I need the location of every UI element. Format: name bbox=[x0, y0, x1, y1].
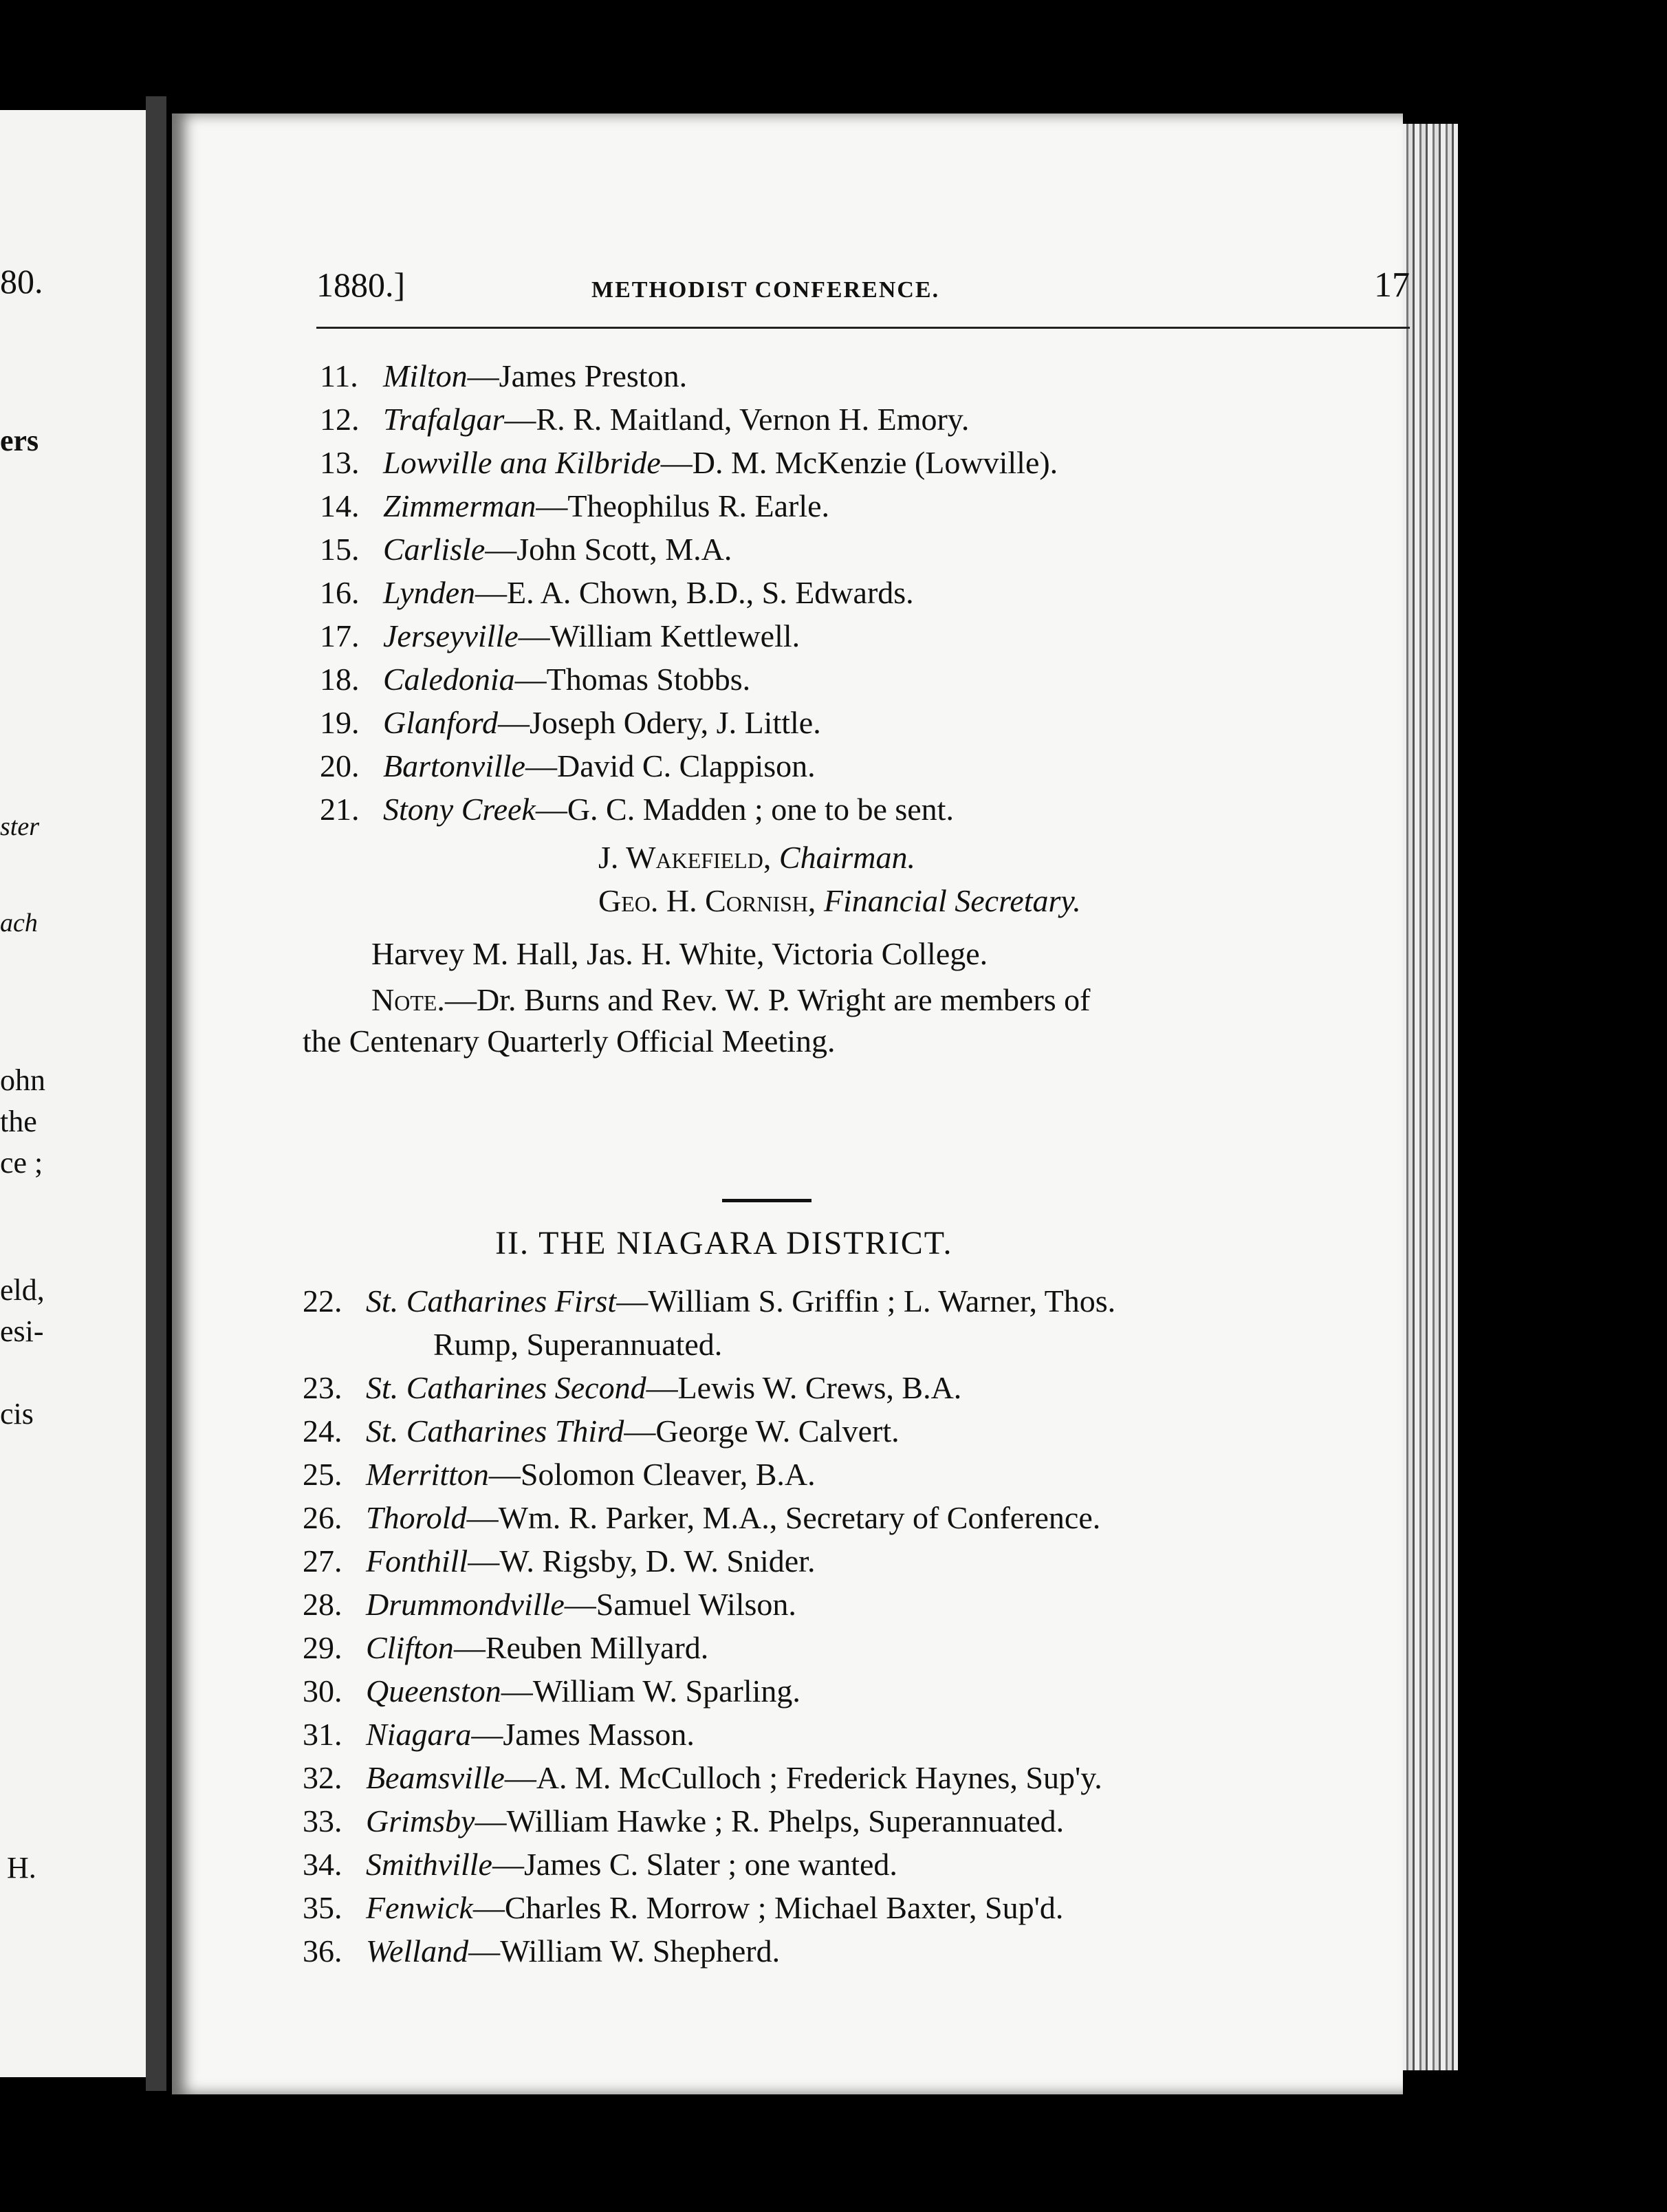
entry-continuation: Rump, Superannuated. bbox=[433, 1327, 723, 1362]
entry-number: 24. bbox=[303, 1413, 342, 1449]
circuit-entry bbox=[320, 618, 800, 654]
entry-number: 17. bbox=[320, 618, 360, 653]
circuit-name: Milton bbox=[383, 358, 468, 393]
circuit-name: Glanford bbox=[383, 705, 498, 740]
secretary-role: Financial Secretary. bbox=[823, 883, 1081, 918]
circuit-entry bbox=[320, 531, 732, 567]
circuit-entry bbox=[303, 1629, 708, 1666]
circuit-preachers: —D. M. McKenzie (Lowville). bbox=[660, 445, 1058, 480]
circuit-entry bbox=[303, 1889, 1063, 1926]
circuit-preachers: —William Kettlewell. bbox=[518, 618, 800, 653]
section-divider bbox=[722, 1199, 811, 1202]
entry-number: 27. bbox=[303, 1543, 342, 1579]
chairman-signature bbox=[598, 839, 915, 876]
chairman-name: J. Wakefield, bbox=[598, 840, 772, 875]
circuit-name: Bartonville bbox=[383, 748, 525, 783]
circuit-entry bbox=[320, 574, 914, 611]
circuit-name: Trafalgar bbox=[383, 402, 505, 437]
circuit-entry bbox=[320, 488, 829, 524]
circuit-entry bbox=[303, 1369, 961, 1406]
book-page bbox=[172, 113, 1410, 2094]
left-page-fragment: eld, bbox=[0, 1273, 45, 1307]
circuit-preachers: —G. C. Madden ; one to be sent. bbox=[535, 792, 954, 827]
book-gutter bbox=[146, 96, 166, 2091]
circuit-name: Thorold bbox=[366, 1500, 467, 1535]
circuit-name: Niagara bbox=[366, 1717, 472, 1752]
circuit-entry bbox=[320, 444, 1058, 481]
circuit-name: Jerseyville bbox=[383, 618, 519, 653]
circuit-preachers: —Joseph Odery, J. Little. bbox=[497, 705, 821, 740]
circuit-preachers: —James Preston. bbox=[467, 358, 688, 393]
circuit-name: Queenston bbox=[366, 1673, 501, 1709]
circuit-name: Lynden bbox=[383, 575, 476, 610]
entry-number: 32. bbox=[303, 1760, 342, 1795]
running-head bbox=[316, 265, 1410, 329]
entry-number: 11. bbox=[320, 358, 358, 393]
secretary-signature bbox=[598, 882, 1081, 919]
left-page-fragment: ach bbox=[0, 909, 38, 937]
circuit-entry bbox=[303, 1413, 900, 1449]
secretary-name: Geo. H. Cornish, bbox=[598, 883, 816, 918]
entry-number: 28. bbox=[303, 1587, 342, 1622]
circuit-name: Welland bbox=[366, 1933, 469, 1969]
circuit-entry bbox=[320, 661, 750, 697]
note-label: Note. bbox=[371, 982, 445, 1017]
entry-number: 29. bbox=[303, 1630, 342, 1665]
circuit-preachers: —Charles R. Morrow ; Michael Baxter, Sup'd. bbox=[472, 1890, 1064, 1925]
circuit-preachers: —Reuben Millyard. bbox=[453, 1630, 709, 1665]
circuit-name: Smithville bbox=[366, 1847, 492, 1882]
entry-number: 23. bbox=[303, 1370, 342, 1405]
circuit-preachers: —Theophilus R. Earle. bbox=[536, 488, 830, 523]
circuit-preachers: —William S. Griffin ; L. Warner, Thos. bbox=[616, 1283, 1116, 1319]
circuit-entry bbox=[303, 1499, 1100, 1536]
circuit-preachers: —A. M. McCulloch ; Frederick Haynes, Sup'y. bbox=[504, 1760, 1102, 1795]
circuit-name: St. Catharines Third bbox=[366, 1413, 624, 1449]
left-page-edge bbox=[0, 110, 155, 2077]
circuit-entry bbox=[303, 1456, 816, 1493]
entry-number: 31. bbox=[303, 1717, 342, 1752]
circuit-name: Beamsville bbox=[366, 1760, 505, 1795]
entry-number: 34. bbox=[303, 1847, 342, 1882]
entry-number: 16. bbox=[320, 575, 360, 610]
circuit-entry bbox=[303, 1283, 1115, 1319]
circuit-entry bbox=[303, 1759, 1102, 1796]
circuit-preachers: —David C. Clappison. bbox=[525, 748, 816, 783]
circuit-name: Clifton bbox=[366, 1630, 454, 1665]
entry-number: 19. bbox=[320, 705, 360, 740]
entry-number: 25. bbox=[303, 1457, 342, 1492]
left-page-fragment: ster bbox=[0, 812, 39, 841]
circuit-name: Zimmerman bbox=[383, 488, 536, 523]
entry-number: 33. bbox=[303, 1803, 342, 1839]
note-text: —Dr. Burns and Rev. W. P. Wright are members of bbox=[444, 982, 1091, 1017]
note-line bbox=[371, 982, 1090, 1018]
circuit-name: St. Catharines Second bbox=[366, 1370, 646, 1405]
circuit-preachers: —Wm. R. Parker, M.A., Secretary of Conference. bbox=[466, 1500, 1101, 1535]
entry-number: 14. bbox=[320, 488, 360, 523]
circuit-name: Grimsby bbox=[366, 1803, 475, 1839]
circuit-preachers: —George W. Calvert. bbox=[624, 1413, 900, 1449]
college-line: Harvey M. Hall, Jas. H. White, Victoria College. bbox=[371, 936, 988, 971]
circuit-entry bbox=[303, 1586, 796, 1623]
circuit-name: Drummondville bbox=[366, 1587, 565, 1622]
circuit-entry bbox=[320, 791, 954, 827]
circuit-preachers: —Solomon Cleaver, B.A. bbox=[488, 1457, 816, 1492]
circuit-name: Merritton bbox=[366, 1457, 489, 1492]
entry-number: 18. bbox=[320, 662, 360, 697]
circuit-name: Fenwick bbox=[366, 1890, 473, 1925]
entry-number: 20. bbox=[320, 748, 360, 783]
circuit-preachers: —R. R. Maitland, Vernon H. Emory. bbox=[504, 402, 970, 437]
circuit-name: Fonthill bbox=[366, 1543, 468, 1579]
left-page-fragment: ce ; bbox=[0, 1146, 43, 1180]
circuit-name: St. Catharines First bbox=[366, 1283, 617, 1319]
left-page-fragment: ohn bbox=[0, 1063, 45, 1097]
circuit-entry bbox=[303, 1543, 815, 1579]
circuit-preachers: —William W. Shepherd. bbox=[468, 1933, 781, 1969]
entry-number: 21. bbox=[320, 792, 360, 827]
circuit-preachers: —Lewis W. Crews, B.A. bbox=[646, 1370, 962, 1405]
circuit-entry bbox=[320, 358, 687, 394]
circuit-preachers: —William W. Sparling. bbox=[501, 1673, 800, 1709]
circuit-entry bbox=[303, 1716, 695, 1753]
entry-number: 12. bbox=[320, 402, 360, 437]
circuit-entry bbox=[320, 748, 816, 784]
left-page-fragment: cis bbox=[0, 1397, 34, 1431]
circuit-name: Lowville ana Kilbride bbox=[383, 445, 661, 480]
circuit-preachers: —Thomas Stobbs. bbox=[514, 662, 751, 697]
circuit-preachers: —John Scott, M.A. bbox=[485, 532, 732, 567]
circuit-name: Carlisle bbox=[383, 532, 486, 567]
circuit-preachers: —W. Rigsby, D. W. Snider. bbox=[468, 1543, 816, 1579]
left-page-fragment: H. bbox=[7, 1851, 36, 1885]
entry-number: 15. bbox=[320, 532, 360, 567]
circuit-preachers: —James Masson. bbox=[471, 1717, 695, 1752]
circuit-preachers: —Samuel Wilson. bbox=[564, 1587, 796, 1622]
circuit-entry bbox=[303, 1673, 800, 1709]
entry-number: 13. bbox=[320, 445, 360, 480]
circuit-entry bbox=[303, 1846, 897, 1883]
note-continuation: the Centenary Quarterly Official Meeting. bbox=[303, 1023, 836, 1059]
entry-number: 22. bbox=[303, 1283, 342, 1319]
circuit-entry bbox=[320, 704, 821, 741]
left-page-fragment: the bbox=[0, 1105, 37, 1138]
section-heading: II. THE NIAGARA DISTRICT. bbox=[495, 1225, 953, 1261]
chairman-role: Chairman. bbox=[778, 840, 916, 875]
running-head-year: 1880.] bbox=[316, 265, 406, 304]
circuit-entry bbox=[320, 401, 969, 437]
left-page-fragment: esi- bbox=[0, 1314, 44, 1348]
entry-number: 26. bbox=[303, 1500, 342, 1535]
circuit-preachers: —James C. Slater ; one wanted. bbox=[492, 1847, 897, 1882]
circuit-preachers: —William Hawke ; R. Phelps, Superannuated. bbox=[475, 1803, 1065, 1839]
entry-number: 35. bbox=[303, 1890, 342, 1925]
circuit-entry bbox=[303, 1803, 1064, 1839]
circuit-name: Stony Creek bbox=[383, 792, 536, 827]
entry-number: 36. bbox=[303, 1933, 342, 1969]
running-head-title: METHODIST CONFERENCE. bbox=[591, 277, 940, 303]
page-number: 17 bbox=[1374, 265, 1410, 305]
left-page-fragment: 80. bbox=[0, 262, 43, 301]
circuit-entry bbox=[303, 1933, 780, 1969]
circuit-preachers: —E. A. Chown, B.D., S. Edwards. bbox=[475, 575, 914, 610]
entry-number: 30. bbox=[303, 1673, 342, 1709]
left-page-fragment: ers bbox=[0, 424, 39, 457]
circuit-name: Caledonia bbox=[383, 662, 515, 697]
